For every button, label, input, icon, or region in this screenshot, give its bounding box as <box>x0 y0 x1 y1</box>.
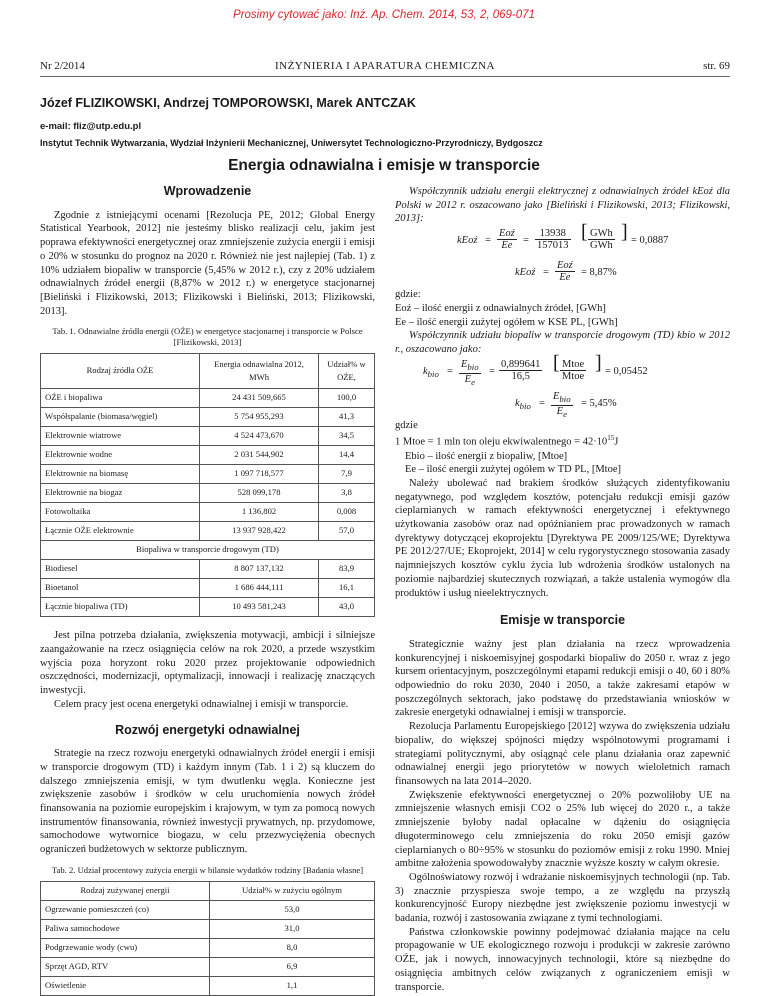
intro-paragraph: Zgodnie z istniejącymi ocenami [Rezolucja PE, 2012; Global Energy Statistical Yearbook, 2012] nie jesteśmy blisko realizacji celu, jakim jest poprawa efektywności energetycznej oraz zmniejszenie zużycia energii i emisji o 20% w stosunku do prognoz na 2020 r. Również nie jest najlepiej (Tab. 1) z 10% udziałem biopaliw w transporcie (5,45% w 2012 r.), czy z 20% udziałem odnawialnych źródeł energii (8,87% w 2012 r.) w energetyce stacjonarnej [Bieliński i Flizikowski, 2013; Flizikowski i Bieliński, 2013; Flizikowski, 2013]. <box>40 209 375 317</box>
citation-note: Prosimy cytować jako: Inż. Ap. Chem. 2014, 53, 2, 069-071 <box>233 9 535 21</box>
table-row <box>41 560 375 579</box>
table-cell: 1 686 444,111 <box>200 579 319 598</box>
eq-fraction <box>497 228 517 251</box>
eq-bracket: [ <box>581 221 588 244</box>
table-row <box>41 957 375 976</box>
table-cell: 57,0 <box>319 522 375 541</box>
table1 <box>40 353 375 617</box>
where-label: gdzie <box>395 419 418 431</box>
issue-number: Nr 2/2014 <box>40 60 85 72</box>
table-row <box>41 598 375 617</box>
table-cell: 2 031 544,902 <box>200 446 319 465</box>
table-cell: Oświetlenie <box>41 976 210 995</box>
authors: Józef FLIZIKOWSKI, Andrzej TOMPOROWSKI, Marek ANTCZAK <box>40 96 416 110</box>
table-cell: 41,3 <box>319 408 375 427</box>
table-row <box>41 465 375 484</box>
table-subheader-cell: Biopaliwa w transporcie drogowym (TD) <box>41 541 375 560</box>
section-heading-development: Rozwój energetyki odnawialnej <box>115 722 300 737</box>
eq-num: GWh <box>590 228 613 240</box>
table-cell: 1,1 <box>210 976 375 995</box>
table2-header <box>41 881 375 900</box>
equation-1 <box>395 221 730 260</box>
table-header-cell: Rodzaj zużywanej energii <box>41 881 210 900</box>
eq-lhs: kEoź <box>515 267 536 279</box>
table1-subheader <box>41 541 375 560</box>
table-cell: Bioetanol <box>41 579 200 598</box>
table-row <box>41 503 375 522</box>
table-cell: 31,0 <box>210 919 375 938</box>
eq-lhs: kEoź <box>457 235 478 247</box>
paragraph: Strategie na rzecz rozwoju energetyki odnawialnych źródeł energii i emisji w transporcie drogowym (TD) i każdym innym (Tab. 1 i 2) są kluczem do dalszego zmniejszenia emisji, w tym dwutlenku węgla. Konieczne jest zwiększenie zasobów i środków w celu uruchomienia nowych źródeł finansowania na poziomie europejskim i krajowym, w tym za pomocą nowych instrumentów finansowania, również inwestycji prywatnych, np. przydomowe, samochodowe wytwornice biogazu, w celu przezwyciężenia obecnych ograniczeń budżetowych w sektorze publicznym. <box>40 748 375 856</box>
paragraph: Strategicznie ważny jest plan działania na rzecz wprowadzenia konkurencyjnej i niskoemisyjnej gospodarki biopaliw do 2050 r. wraz z jego kursem orientacyjnym, poszczególnymi etapami redukcji emisji o 40, 60 i 80% odpowiednio do roku 2030, 2040 i 2050, a także zakresami etapów w poszczególnych sektorach, jako podstawę do przedstawiania wniosków w zakresie energetyki odnawialnej i emisji w transporcie. <box>395 638 730 719</box>
paragraph: Należy ubolewać nad brakiem środków służących zidentyfikowaniu negatywnego, pod względem kosztów, potencjału redukcji emisji gazów cieplarnianych w ramach efektywności energetycznej i efektywnego użytkowania zasobów oraz nad opóźnianiem prac prowadzonych w ramach dyrektywy dotyczącej ekoprojektu [Dyrektywa PE 2009/125/WE; Dyrektywa PE 2012/27/UE; Ekoprojekt, 2014] w celu rygorystycznego stosowania zasady najmniejszych kosztów cyklu życia lub wdrożenia środków ustalonych na poziomie najbardziej skutecznych rozwiązań, a także ustalenia wymogów dla produktów i usług nieelektrycznych. <box>395 477 730 599</box>
table-cell: 7,9 <box>319 465 375 484</box>
table-cell: Sprzęt AGD, RTV <box>41 957 210 976</box>
eq-den: $E_e$ <box>464 373 475 387</box>
right-column <box>395 185 730 994</box>
table-row <box>41 976 375 995</box>
eq-result: = 0,05452 <box>605 365 648 377</box>
table-header-cell: Energia odnawialna 2012, MWh <box>200 354 319 389</box>
table-cell: 0,008 <box>319 503 375 522</box>
eq-lhs: $k_{bio}$ <box>423 365 439 379</box>
table-row <box>41 427 375 446</box>
eq-den: Ee <box>559 272 571 284</box>
table-cell: 8 807 137,132 <box>200 560 319 579</box>
paragraph: Współczynnik udziału energii elektrycznej z odnawialnych źródeł kEoź dla Polski w 2012 r. oszacowano jako [Bieliński i Flizikowski, 2013; Flizikowski, 2013]: <box>395 186 730 225</box>
article-title: Energia odnawialna i emisje w transporcie <box>228 157 540 174</box>
table-cell: Współspalanie (biomasa/węgiel) <box>41 408 200 427</box>
paragraph: Zwiększenie efektywności energetycznej o 20% pozwoliłoby UE na zmniejszenie własnych emisji CO2 o 25% lub więcej do 2020 r., a także zmniejszenie byłoby nadal opłacalne w dążeniu do osiągnięcia długoterminowego celu zmniejszenia do roku 2050 emisji gazów cieplarnianych o 80÷95% w stosunku do poziomów emisji z roku 1990. Mniej ambitne założenia spowodowałyby znacznie wyższe koszty w całym okresie. <box>395 789 730 870</box>
eq-result: = 0,0887 <box>631 235 669 247</box>
definition: Ee – ilość energii zużytej ogółem w KSE PL, [GWh] <box>395 316 618 328</box>
eq-den: GWh <box>590 240 613 252</box>
eq-num: $E_{bio}$ <box>461 358 479 372</box>
eq-num: Mtoe <box>562 358 585 370</box>
eq-den: $E_e$ <box>556 405 567 419</box>
table-cell: 4 524 473,670 <box>200 427 319 446</box>
eq-unit-fraction <box>560 359 586 382</box>
table-cell: 16,1 <box>319 579 375 598</box>
definition: Eoź – ilość energii z odnawialnych źródeł, [GWh] <box>395 302 606 314</box>
def-sup: 15 <box>607 434 615 443</box>
table-cell: 13 937 928,422 <box>200 522 319 541</box>
table2 <box>40 881 375 996</box>
equation-4 <box>395 391 730 419</box>
header-rule <box>40 76 730 77</box>
eq-num: Eoź <box>557 260 573 272</box>
eq-bracket: [ <box>553 351 560 374</box>
paragraph: Współczynnik udziału biopaliw w transporcie drogowym (TD) kbio w 2012 r., oszacowano jako: <box>395 330 730 355</box>
table-cell: 34,5 <box>319 427 375 446</box>
table-cell: Łącznie biopaliwa (TD) <box>41 598 200 617</box>
where-label: gdzie: <box>395 289 421 301</box>
table-cell: Elektrownie wodne <box>41 446 200 465</box>
table-cell: Podgrzewanie wody (cwu) <box>41 938 210 957</box>
table-cell: OŹE i biopaliwa <box>41 389 200 408</box>
def-text: 1 Mtoe = 1 mln ton oleju ekwiwalentnego = 42·10 <box>395 436 608 448</box>
table-cell: 1 097 718,577 <box>200 465 319 484</box>
table-row <box>41 389 375 408</box>
table-header-cell: Udział% w OŹE, <box>319 354 375 389</box>
table2-caption: Tab. 2. Udział procentowy zużycia energii w bilansie wydatków rodziny [Badania własne] <box>51 864 364 875</box>
table-cell: 10 493 581,243 <box>200 598 319 617</box>
eq-sign: = <box>539 397 545 409</box>
table-cell: Elektrownie wiatrowe <box>41 427 200 446</box>
table1-header <box>41 354 375 389</box>
table-cell: 1 136,802 <box>200 503 319 522</box>
table1-caption: Tab. 1. Odnawialne źródła energii (OŹE) w energetyce stacjonarnej i transporcie w Polsce [Flizikowski, 2013] <box>52 326 363 348</box>
eq-bracket: ] <box>595 351 602 374</box>
eq-result: = 5,45% <box>581 397 617 409</box>
table-cell: Łącznie OŹE elektrownie <box>41 522 200 541</box>
paragraph: Państwa członkowskie powinny podejmować działania mające na celu propagowanie w UE ekologicznego rozwoju i produkcji w zakresie zarówno OŹE, jak i nowych, innowacyjnych technologii, które są niezbędne do osiągnięcia ambitnych celów związanych z ograniczeniem emisji w transporcie. <box>395 926 730 993</box>
table-row <box>41 408 375 427</box>
eq-num: 0,899641 <box>501 358 541 370</box>
def-unit: J <box>614 436 619 448</box>
table-row <box>41 900 375 919</box>
definition: Ebio – ilość energii z biopaliw, [Mtoe] <box>405 450 568 462</box>
definition <box>395 432 730 449</box>
eq-sign: = <box>485 235 491 247</box>
eq-unit-fraction <box>588 228 615 251</box>
table-cell: 5 754 955,293 <box>200 408 319 427</box>
eq-num: 13938 <box>535 228 571 240</box>
eq-sign: = <box>489 365 495 377</box>
table-row <box>41 938 375 957</box>
eq-sign: = <box>523 235 529 247</box>
eq-sign: = <box>447 365 453 377</box>
table-cell: 528 099,178 <box>200 484 319 503</box>
table-header-cell: Rodzaj źródła OŹE <box>41 354 200 389</box>
eq-den: 16,5 <box>511 370 530 382</box>
eq-num: $E_{bio}$ <box>553 390 571 404</box>
table-cell: Elektrownie na biogaz <box>41 484 200 503</box>
eq-sign: = <box>543 267 549 279</box>
table-cell: 100,0 <box>319 389 375 408</box>
table-header-cell: Udział% w zużyciu ogólnym <box>210 881 375 900</box>
eq-fraction <box>459 359 481 388</box>
table-cell: 14,4 <box>319 446 375 465</box>
table-row <box>41 579 375 598</box>
table-cell: 43,0 <box>319 598 375 617</box>
paragraph: Celem pracy jest ocena energetyki odnawialnej i emisji w transporcie. <box>54 698 349 710</box>
definition: Ee – ilość energii zużytej ogółem w TD PL, [Mtoe] <box>405 464 621 476</box>
eq-bracket: ] <box>621 221 628 244</box>
email: e-mail: fliz@utp.edu.pl <box>40 121 142 132</box>
equation-2 <box>395 260 730 288</box>
paragraph: Ogólnoświatowy rozwój i wdrażanie niskoemisyjnych technologii (np. Tab. 3) znacznie przyspiesza swoje tempo, a ze względu na przyszłą konkurencyjność Europy niezbędne jest zwiększenie poziomu inwestycji w badania, rozwój i zastosowania związane z tymi technologiami. <box>395 871 730 925</box>
institution: Instytut Technik Wytwarzania, Wydział Inżynierii Mechanicznej, Uniwersytet Technologiczno-Przyrodniczy, Bydgoszcz <box>40 138 543 148</box>
eq-num: Eoź <box>499 228 515 240</box>
table-cell: Paliwa samochodowe <box>41 919 210 938</box>
table-cell: 24 431 509,665 <box>200 389 319 408</box>
eq-fraction <box>535 228 571 251</box>
table-cell: 83,9 <box>319 560 375 579</box>
table-cell: Elektrownie na biomasę <box>41 465 200 484</box>
table-row <box>41 919 375 938</box>
eq-fraction <box>499 359 542 382</box>
eq-result: = 8,87% <box>581 267 617 279</box>
table-cell: 53,0 <box>210 900 375 919</box>
eq-den: 157013 <box>537 240 569 252</box>
page-number: str. 69 <box>703 60 730 72</box>
section-heading-intro: Wprowadzenie <box>163 184 252 198</box>
table-cell: Biodiesel <box>41 560 200 579</box>
table-row <box>41 484 375 503</box>
paragraph: Rezolucja Parlamentu Europejskiego [2012] wzywa do zwiększenia udziału biopaliw, do większej spójności między wspólnotowymi programami i strategiami politycznymi, aby osiągnąć cele planu działania oraz zapewnić odnawialnej energii jego priorytetów w nowych wieloletnich ramach finansowych na lata 2014–2020. <box>395 721 730 787</box>
table-cell: 8,0 <box>210 938 375 957</box>
eq-fraction <box>551 391 573 420</box>
table-cell: 6,9 <box>210 957 375 976</box>
table-cell: Ogrzewanie pomieszczeń (co) <box>41 900 210 919</box>
table-row <box>41 446 375 465</box>
eq-lhs: $k_{bio}$ <box>515 397 531 411</box>
left-column <box>40 185 375 996</box>
eq-fraction <box>555 260 575 283</box>
equation-3 <box>395 351 730 391</box>
eq-den: Ee <box>501 240 513 252</box>
section-heading-emissions: Emisje w transporcie <box>499 613 626 628</box>
journal-name: INŻYNIERIA I APARATURA CHEMICZNA <box>274 60 496 72</box>
table-cell: Fotowoltaika <box>41 503 200 522</box>
eq-den: Mtoe <box>562 370 585 382</box>
table-cell: 3,8 <box>319 484 375 503</box>
paragraph: Jest pilna potrzeba działania, zwiększenia motywacji, ambicji i silniejsze zaangażowanie na rzecz osiągnięcia celów na rok 2020, a przede wszystkim wyjścia poza horyzont roku 2020 przez projektowanie odpowiednich oszczędności, modernizacji, optymalizacji, innowacji i realizację znaczących inwestycji. <box>40 630 375 697</box>
table-row <box>41 522 375 541</box>
